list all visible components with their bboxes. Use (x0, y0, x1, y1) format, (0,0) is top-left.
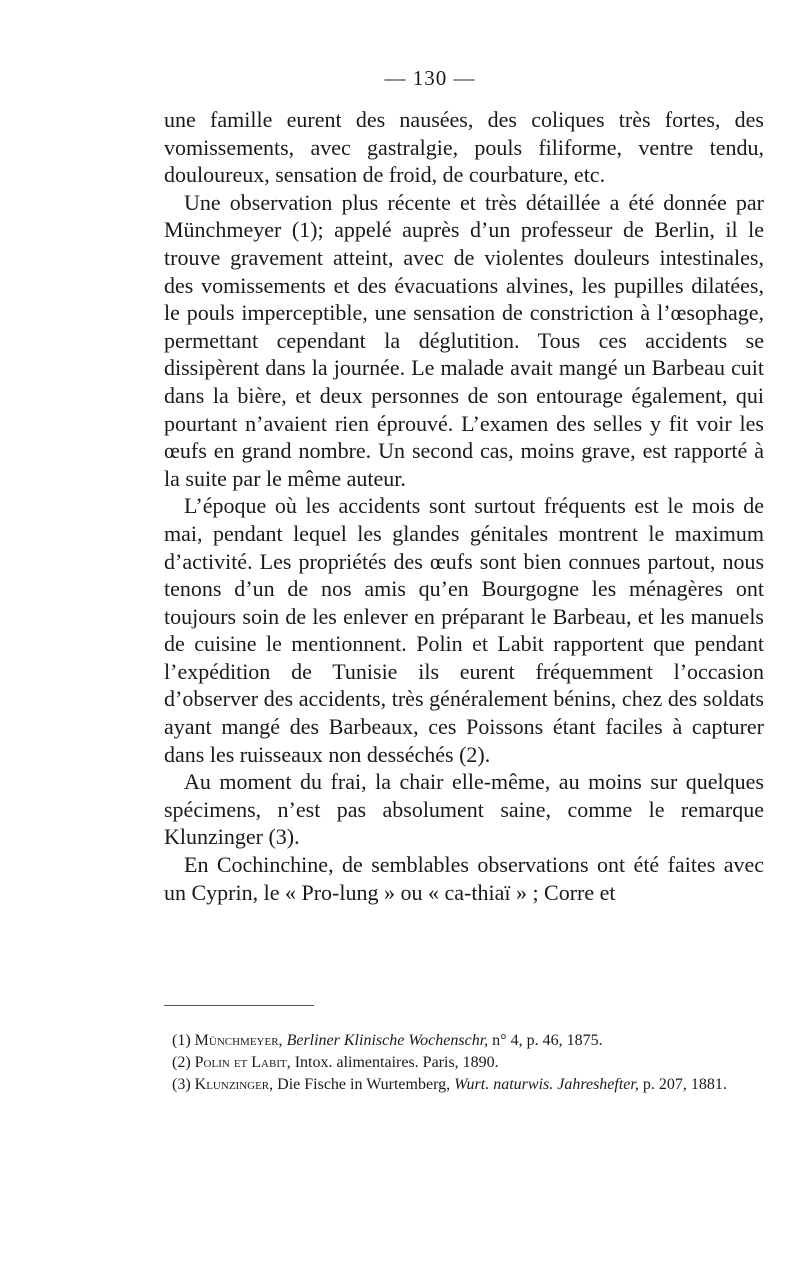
footnote-rest: p. 207, 1881. (642, 1076, 727, 1093)
footnote-title: Wurt. naturwis. Jahreshefter, (454, 1076, 639, 1093)
paragraph: Au moment du frai, la chair elle-même, au moins sur quelques spécimens, n’est pas absolument saine, comme le remarque Klunzinger (3). (164, 769, 764, 850)
paragraph: En Cochinchine, de semblables observations ont été faites avec un Cyprin, le « Pro-lung » ou « ca-thiaï » ; Corre et (164, 852, 764, 905)
footnote-rest: n° 4, p. 46, 1875. (492, 1032, 603, 1049)
footnote-author: Münchmeyer, (194, 1032, 283, 1049)
footnote-author: Klunzinger, (194, 1076, 274, 1093)
footnote-title: Berliner Klinische Wochenschr, (286, 1032, 489, 1049)
footnote-author: Polin et Labit, (194, 1054, 291, 1071)
footnote (164, 1074, 764, 1096)
body-text (164, 106, 764, 906)
footnote-marker: (2) (172, 1054, 191, 1071)
paragraph: L’époque où les accidents sont surtout fréquents est le mois de mai, pendant lequel les glandes génitales montrent le maximum d’activité. Les propriétés des œufs sont bien connues partout, nous tenons d’un de nos amis qu’en Bourgogne les ménagères ont toujours soin de les enlever en préparant le Barbeau, et les manuels de cuisine le mentionnent. Polin et Labit rapportent que pendant l’expédition de Tunisie ils eurent fréquemment l’occasion d’observer des accidents, très généralement bénins, chez des soldats ayant mangé des Barbeaux, ces Poissons étant faciles à capturer dans les ruisseaux non desséchés (2). (164, 493, 764, 767)
footnote (164, 1052, 764, 1074)
paragraph: Une observation plus récente et très détaillée a été donnée par Münchmeyer (1); appelé auprès d’un professeur de Berlin, il le trouve gravement atteint, avec de violentes douleurs intestinales, des vomissements et des évacuations alvines, les pupilles dilatées, le pouls imperceptible, une sensation de constriction à l’œsophage, permettant cependant la déglutition. Tous ces accidents se dissipèrent dans la journée. Le malade avait mangé un Barbeau cuit dans la bière, et deux personnes de son entourage également, qui pourtant n’avaient rien éprouvé. L’examen des selles y fit voir les œufs en grand nombre. Un second cas, moins grave, est rapporté à la suite par le même auteur. (164, 189, 764, 491)
footnotes (164, 1030, 764, 1096)
page-number: — 130 — (384, 66, 476, 90)
footnote-marker: (3) (172, 1076, 191, 1093)
footnote (164, 1030, 764, 1052)
footnote-marker: (1) (172, 1032, 191, 1049)
footnote-divider (164, 1005, 314, 1006)
footnote-rest: Intox. alimentaires. Paris, 1890. (294, 1054, 499, 1071)
paragraph: une famille eurent des nausées, des coliques très fortes, des vomissements, avec gastralgie, pouls filiforme, ventre tendu, douloureux, sensation de froid, de courbature, etc. (164, 107, 764, 188)
footnote-pre: Die Fische in Wurtemberg, (277, 1076, 451, 1093)
